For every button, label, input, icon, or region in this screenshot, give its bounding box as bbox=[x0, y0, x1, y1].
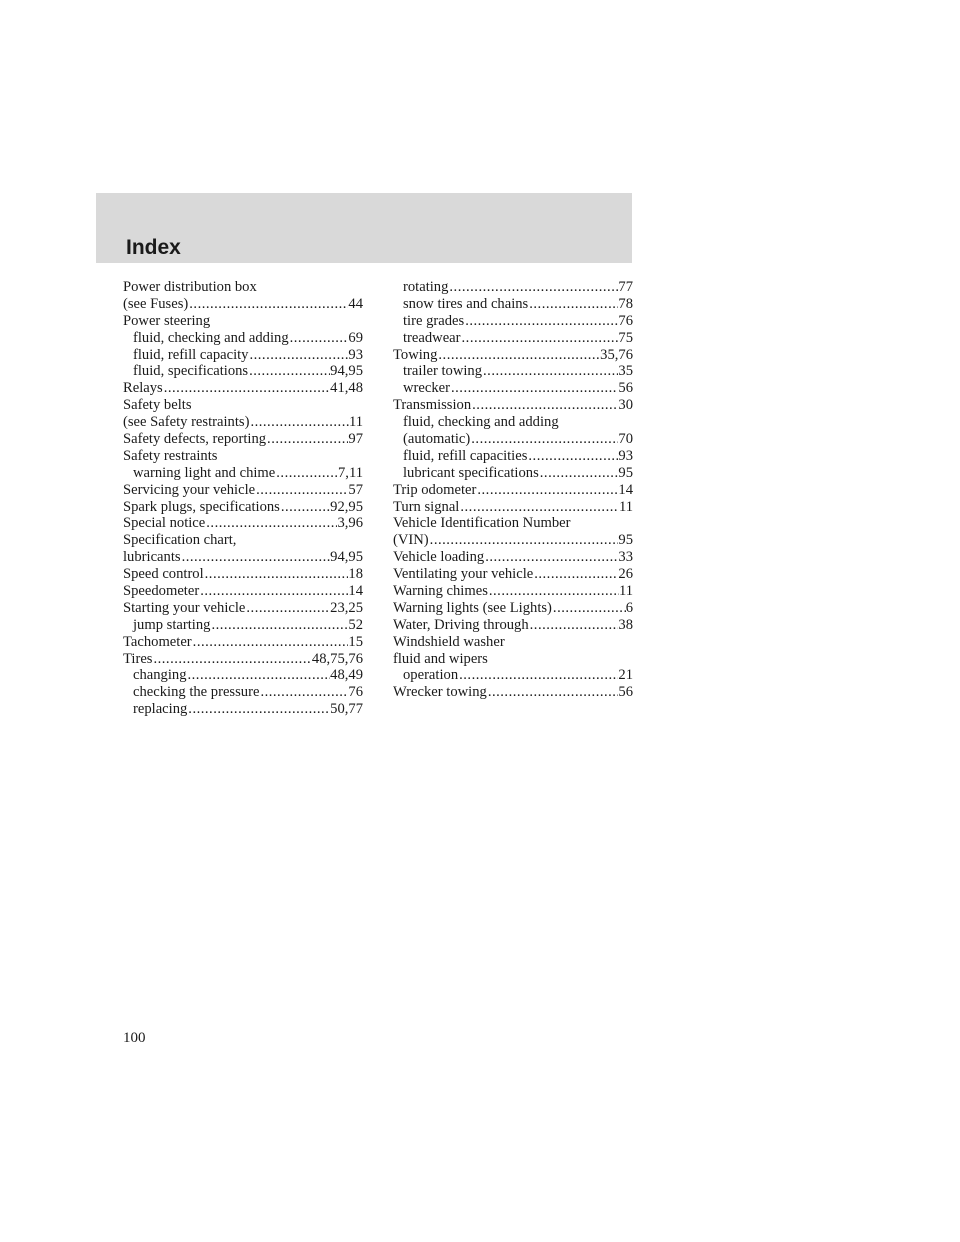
dot-leader bbox=[539, 465, 619, 482]
dot-leader bbox=[552, 600, 626, 617]
index-entry-page: 7,11 bbox=[338, 464, 363, 481]
index-entry-page: 11 bbox=[348, 414, 363, 431]
dot-leader bbox=[259, 684, 348, 701]
index-entry-text: Transmission bbox=[393, 397, 472, 414]
index-entry-text: fluid, refill capacities bbox=[403, 447, 528, 464]
index-entry bbox=[393, 363, 633, 380]
index-entry bbox=[123, 330, 363, 347]
dot-leader bbox=[249, 414, 349, 431]
index-entry bbox=[123, 296, 363, 313]
index-entry-text: Windshield washer bbox=[393, 633, 505, 650]
index-entry-text: rotating bbox=[403, 279, 449, 295]
index-entry-page: 3,96 bbox=[337, 515, 363, 532]
index-entry bbox=[393, 600, 633, 617]
index-entry-text: Vehicle Identification Number bbox=[393, 515, 571, 532]
index-entry-text: (see Fuses) bbox=[123, 295, 189, 312]
index-entry bbox=[123, 532, 363, 549]
index-entry-text: jump starting bbox=[133, 616, 211, 633]
index-entry-text: changing bbox=[133, 667, 187, 684]
index-entry-page: 30 bbox=[618, 397, 633, 414]
index-entry bbox=[123, 600, 363, 617]
index-entry-page: 97 bbox=[348, 431, 363, 448]
index-entry-page: 15 bbox=[348, 633, 363, 650]
index-entry-page: 69 bbox=[348, 329, 363, 346]
index-entry bbox=[393, 414, 633, 431]
index-entry bbox=[393, 583, 633, 600]
index-entry bbox=[393, 330, 633, 347]
index-entry-text: Water, Driving through bbox=[393, 616, 529, 633]
index-entry bbox=[123, 549, 363, 566]
index-entry-page: 78 bbox=[618, 295, 633, 312]
index-entry bbox=[393, 566, 633, 583]
index-entry-text: (see Safety restraints) bbox=[123, 414, 250, 431]
index-entry-text: fluid, checking and adding bbox=[133, 329, 289, 346]
index-entry bbox=[393, 313, 633, 330]
index-entry bbox=[123, 465, 363, 482]
index-entry bbox=[393, 651, 633, 668]
index-entry-text: trailer towing bbox=[403, 363, 483, 380]
dot-leader bbox=[429, 532, 619, 549]
index-entry-page: 48,75,76 bbox=[311, 650, 363, 667]
index-entry-page: 70 bbox=[618, 431, 633, 448]
index-entry-page: 6 bbox=[625, 599, 633, 616]
index-entry-text: Specification chart, bbox=[123, 532, 237, 549]
index-entry-text: Warning lights (see Lights) bbox=[393, 599, 552, 616]
index-entry-text: replacing bbox=[133, 701, 188, 718]
index-entry-page: 76 bbox=[348, 684, 363, 701]
index-entry-text: lubricant specifications bbox=[403, 464, 539, 481]
index-entry-page: 23,25 bbox=[330, 599, 363, 616]
index-entry-page: 48,49 bbox=[330, 667, 363, 684]
dot-leader bbox=[199, 583, 348, 600]
dot-leader bbox=[527, 448, 618, 465]
index-entry bbox=[393, 296, 633, 313]
index-entry-text: (VIN) bbox=[393, 532, 429, 549]
index-entry-text: treadwear bbox=[403, 329, 461, 346]
index-entry bbox=[123, 515, 363, 532]
dot-leader bbox=[482, 363, 618, 380]
index-entry-text: Trip odometer bbox=[393, 481, 477, 498]
index-entry-page: 41,48 bbox=[330, 380, 363, 397]
dot-leader bbox=[181, 549, 331, 566]
index-entry bbox=[123, 380, 363, 397]
index-entry-page: 52 bbox=[348, 616, 363, 633]
index-entry-page: 56 bbox=[618, 684, 633, 701]
index-entry-text: Relays bbox=[123, 380, 163, 397]
dot-leader bbox=[484, 549, 618, 566]
index-entry bbox=[393, 499, 633, 516]
dot-leader bbox=[275, 465, 338, 482]
index-entry-text: Power steering bbox=[123, 312, 211, 329]
index-entry-text: Safety restraints bbox=[123, 447, 218, 464]
index-entry-text: Wrecker towing bbox=[393, 684, 487, 701]
index-entry bbox=[123, 667, 363, 684]
index-entry bbox=[123, 499, 363, 516]
index-entry bbox=[123, 363, 363, 380]
index-entry-text: Vehicle loading bbox=[393, 549, 485, 566]
index-entry bbox=[393, 397, 633, 414]
index-entry-text: operation bbox=[403, 667, 459, 684]
index-entry bbox=[123, 651, 363, 668]
index-entry-page: 35,76 bbox=[600, 346, 633, 363]
index-entry-page: 33 bbox=[618, 549, 633, 566]
index-entry-text: fluid, refill capacity bbox=[133, 346, 249, 363]
index-entry-text: Tachometer bbox=[123, 633, 192, 650]
index-entry bbox=[123, 397, 363, 414]
index-entry bbox=[123, 617, 363, 634]
index-entry-page: 35 bbox=[618, 363, 633, 380]
index-entry-page: 94,95 bbox=[330, 549, 363, 566]
dot-leader bbox=[163, 380, 330, 397]
dot-leader bbox=[529, 617, 619, 634]
index-entry bbox=[393, 431, 633, 448]
index-entry-text: checking the pressure bbox=[133, 684, 260, 701]
dot-leader bbox=[245, 600, 330, 617]
index-column-right bbox=[393, 279, 633, 701]
index-entry bbox=[393, 465, 633, 482]
index-entry-text: Warning chimes bbox=[393, 583, 488, 600]
index-entry-text: Servicing your vehicle bbox=[123, 481, 256, 498]
index-entry-text: Safety belts bbox=[123, 397, 192, 414]
index-entry-page: 11 bbox=[618, 498, 633, 515]
dot-leader bbox=[280, 499, 330, 516]
index-entry-page: 75 bbox=[618, 329, 633, 346]
index-entry bbox=[393, 667, 633, 684]
index-entry-text: (automatic) bbox=[403, 431, 471, 448]
index-entry-text: fluid and wipers bbox=[393, 650, 488, 667]
index-entry-text: Special notice bbox=[123, 515, 206, 532]
dot-leader bbox=[266, 431, 348, 448]
index-entry bbox=[123, 684, 363, 701]
index-entry-text: Power distribution box bbox=[123, 279, 257, 295]
dot-leader bbox=[458, 667, 618, 684]
index-entry bbox=[393, 347, 633, 364]
index-entry-page: 95 bbox=[618, 464, 633, 481]
index-entry bbox=[393, 380, 633, 397]
index-entry bbox=[123, 583, 363, 600]
dot-leader bbox=[488, 583, 619, 600]
dot-leader bbox=[205, 515, 337, 532]
index-entry bbox=[123, 634, 363, 651]
index-entry-page: 38 bbox=[618, 616, 633, 633]
index-entry-text: Tires bbox=[123, 650, 153, 667]
index-entry-text: fluid, checking and adding bbox=[403, 414, 559, 431]
page-title: Index bbox=[126, 236, 181, 259]
index-entry bbox=[123, 279, 363, 296]
index-entry bbox=[393, 617, 633, 634]
index-entry-text: Speedometer bbox=[123, 583, 200, 600]
index-entry bbox=[123, 414, 363, 431]
dot-leader bbox=[255, 482, 348, 499]
index-entry-page: 94,95 bbox=[330, 363, 363, 380]
index-entry-page: 77 bbox=[618, 279, 633, 295]
index-entry-text: Towing bbox=[393, 346, 438, 363]
index-entry-text: Safety defects, reporting bbox=[123, 431, 267, 448]
dot-leader bbox=[248, 363, 330, 380]
index-entry bbox=[393, 634, 633, 651]
index-entry-page: 92,95 bbox=[330, 498, 363, 515]
index-entry-text: Spark plugs, specifications bbox=[123, 498, 280, 515]
dot-leader bbox=[152, 651, 311, 668]
dot-leader bbox=[476, 482, 618, 499]
dot-leader bbox=[289, 330, 349, 347]
index-entry-text: Speed control bbox=[123, 566, 204, 583]
dot-leader bbox=[188, 296, 348, 313]
index-column-left bbox=[123, 279, 363, 718]
dot-leader bbox=[487, 684, 619, 701]
index-entry-text: Turn signal bbox=[393, 498, 460, 515]
index-entry-page: 93 bbox=[618, 447, 633, 464]
dot-leader bbox=[528, 296, 618, 313]
index-entry-text: wrecker bbox=[403, 380, 450, 397]
index-entry-page: 93 bbox=[348, 346, 363, 363]
index-entry bbox=[123, 482, 363, 499]
index-entry-text: snow tires and chains bbox=[403, 295, 529, 312]
index-entry bbox=[123, 448, 363, 465]
dot-leader bbox=[533, 566, 618, 583]
index-entry-page: 14 bbox=[618, 481, 633, 498]
index-entry-page: 21 bbox=[618, 667, 633, 684]
index-entry bbox=[123, 701, 363, 718]
index-entry bbox=[393, 684, 633, 701]
index-entry-page: 18 bbox=[348, 566, 363, 583]
dot-leader bbox=[210, 617, 348, 634]
index-entry-page: 56 bbox=[618, 380, 633, 397]
index-entry-text: tire grades bbox=[403, 312, 465, 329]
index-entry-text: lubricants bbox=[123, 549, 181, 566]
index-entry-page: 57 bbox=[348, 481, 363, 498]
index-entry-page: 44 bbox=[348, 295, 363, 312]
index-entry bbox=[393, 482, 633, 499]
dot-leader bbox=[470, 431, 618, 448]
index-entry bbox=[123, 313, 363, 330]
index-entry-page: 50,77 bbox=[330, 701, 363, 718]
index-entry bbox=[393, 279, 633, 296]
index-entry-text: warning light and chime bbox=[133, 464, 276, 481]
index-entry bbox=[123, 566, 363, 583]
index-entry-page: 76 bbox=[618, 312, 633, 329]
index-entry bbox=[393, 532, 633, 549]
dot-leader bbox=[459, 499, 619, 516]
dot-leader bbox=[187, 667, 331, 684]
dot-leader bbox=[450, 380, 618, 397]
index-entry-page: 95 bbox=[618, 532, 633, 549]
index-entry bbox=[123, 347, 363, 364]
page-number: 100 bbox=[123, 1030, 146, 1046]
dot-leader bbox=[448, 279, 618, 296]
dot-leader bbox=[461, 330, 619, 347]
index-entry-page: 14 bbox=[348, 583, 363, 600]
dot-leader bbox=[248, 347, 348, 364]
dot-leader bbox=[192, 634, 349, 651]
dot-leader bbox=[437, 347, 600, 364]
index-entry-page: 26 bbox=[618, 566, 633, 583]
index-entry-text: Starting your vehicle bbox=[123, 599, 246, 616]
index-entry-text: fluid, specifications bbox=[133, 363, 249, 380]
dot-leader bbox=[471, 397, 618, 414]
index-entry bbox=[393, 448, 633, 465]
dot-leader bbox=[204, 566, 349, 583]
dot-leader bbox=[187, 701, 330, 718]
index-entry bbox=[393, 549, 633, 566]
dot-leader bbox=[464, 313, 618, 330]
index-entry bbox=[123, 431, 363, 448]
index-entry-page: 11 bbox=[618, 583, 633, 600]
index-entry-text: Ventilating your vehicle bbox=[393, 566, 534, 583]
index-entry bbox=[393, 515, 633, 532]
